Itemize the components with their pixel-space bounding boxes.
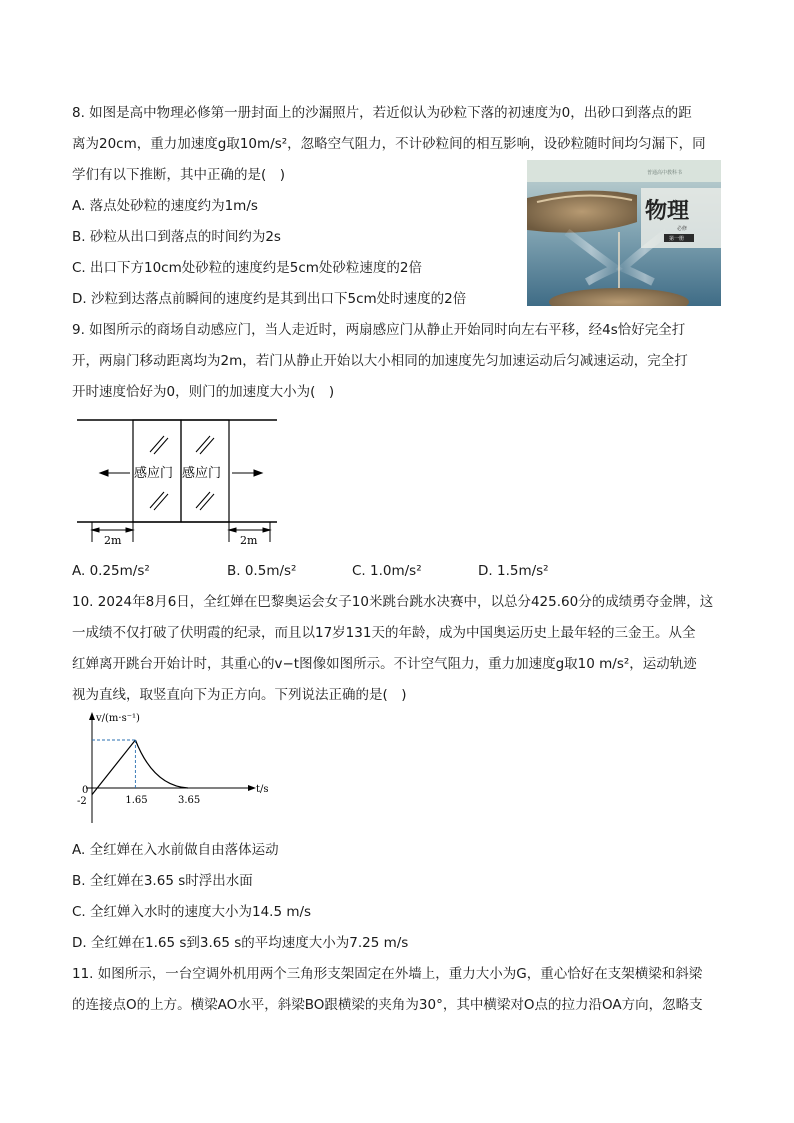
door-left-label: 感应门 [134,466,174,481]
cover-subtitle: 必修 [677,226,688,232]
dim-left-label: 2m [104,534,122,547]
q9-line-2: 开，两扇门移动距离均为2m，若门从静止开始以大小相同的加速度先匀加速运动后匀减速运动，完全打 [72,353,688,369]
q11-line-1: 11. 如图所示，一台空调外机用两个三角形支架固定在外墙上，重力大小为G，重心恰好在支架横梁和斜梁 [72,966,703,982]
y-tick-neg2: -2 [77,796,87,807]
q11-line-2: 的连接点O的上方。横梁AO水平，斜梁BO跟横梁的夹角为30°，其中横梁对O点的拉力沿OA方向，忽略支 [72,997,703,1013]
y-axis-label: v/(m·s⁻¹) [96,713,140,724]
q8-line-2: 离为20cm，重力加速度g取10m/s²，忽略空气阻力，不计砂粒间的相互影响，设砂粒随时间均匀漏下，同 [72,136,706,152]
q9-line-1: 9. 如图所示的商场自动感应门，当人走近时，两扇感应门从静止开始同时向左右平移，经4s恰好完全打 [72,322,686,338]
hourglass-book-cover-photo [527,160,721,306]
q10-line-1: 10. 2024年8月6日，全红婵在巴黎奥运会女子10米跳台跳水决赛中，以总分425.60分的成绩勇夺金牌，这 [72,594,714,610]
x-tick-0: 1.65 [125,795,148,806]
q8-option-b: B. 砂粒从出口到落点的时间约为2s [72,229,281,245]
q10-option-c: C. 全红婵入水时的速度大小为14.5 m/s [72,904,312,920]
cover-title: 物理 [645,198,690,224]
cover-top-text: 普通高中教科书 [647,170,683,176]
vt-graph [72,708,272,828]
q10-line-3: 红婵离开跳台开始计时，其重心的v−t图像如图所示。不计空气阻力，重力加速度g取10 m/s²，运动轨迹 [72,656,697,672]
q8-option-a: A. 落点处砂粒的速度约为1m/s [72,198,258,214]
q9-option-b: B. 0.5m/s² [227,563,297,579]
q9-option-c: C. 1.0m/s² [352,563,422,579]
sliding-door-figure [72,414,282,550]
vt-line-segment [92,740,135,795]
cover-volume: 第一册 [669,236,685,242]
q9-option-a: A. 0.25m/s² [72,563,150,579]
dim-right-label: 2m [240,534,258,547]
q10-option-b: B. 全红婵在3.65 s时浮出水面 [72,873,253,889]
x-axis-label: t/s [256,784,269,795]
q10-line-2: 一成绩不仅打破了伏明霞的纪录，而且以17岁131天的年龄，成为中国奥运历史上最年轻的三金王。从全 [72,625,696,641]
q10-option-d: D. 全红婵在1.65 s到3.65 s的平均速度大小为7.25 m/s [72,935,409,951]
q9-line-3: 开时速度恰好为0，则门的加速度大小为( ) [72,384,335,400]
q8-option-c: C. 出口下方10cm处砂粒的速度约是5cm处砂粒速度的2倍 [72,260,423,276]
vt-curve-segment [135,740,188,788]
x-axis-arrow [248,785,256,791]
q10-option-a: A. 全红婵在入水前做自由落体运动 [72,842,279,858]
q8-line-3: 学们有以下推断，其中正确的是( ) [72,167,286,183]
door-right-label: 感应门 [182,466,222,481]
y-tick-0: 0 [82,785,89,796]
x-tick-1: 3.65 [178,795,201,806]
q10-line-4: 视为直线，取竖直向下为正方向。下列说法正确的是( ) [72,687,407,703]
q9-option-d: D. 1.5m/s² [478,563,549,579]
q8-line-1: 8. 如图是高中物理必修第一册封面上的沙漏照片，若近似认为砂粒下落的初速度为0，出砂口到落点的距 [72,105,692,121]
y-axis-arrow [89,712,95,720]
q8-option-d: D. 沙粒到达落点前瞬间的速度约是其到出口下5cm处时速度的2倍 [72,291,467,307]
